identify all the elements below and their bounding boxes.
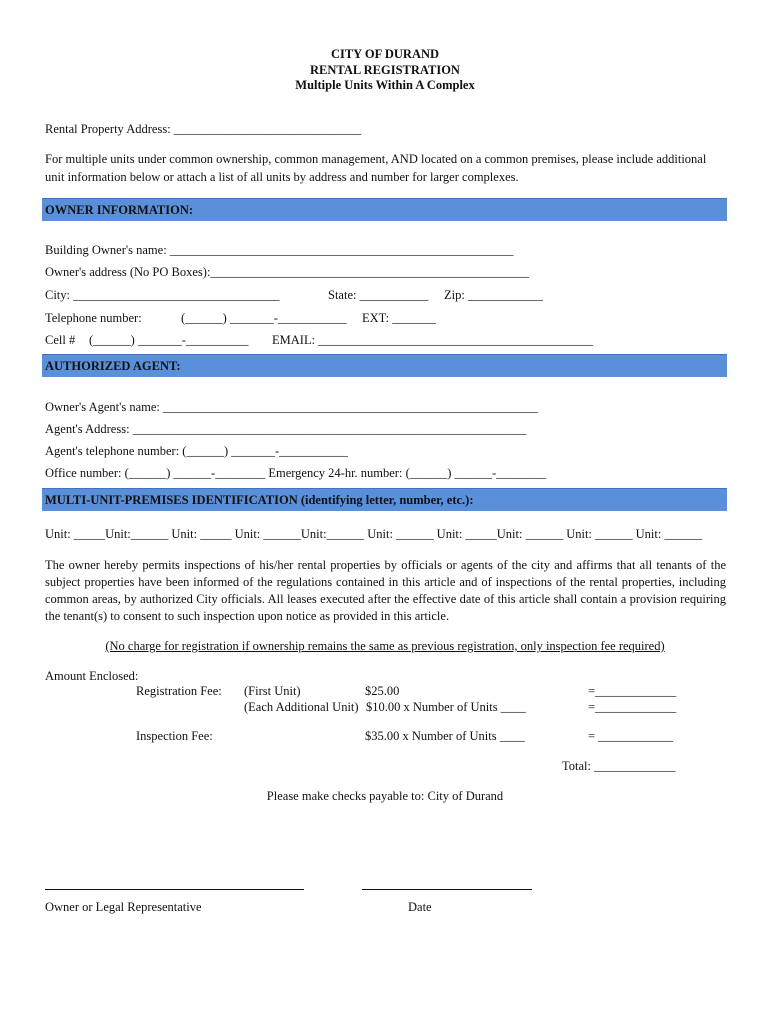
unit-identification-fields[interactable]: Unit: _____Unit:______ Unit: _____ Unit: ______Unit:______ Unit: ______ Unit: _____Unit: ______ Unit: ______ Unit: ______ [45, 527, 702, 541]
multi-unit-title: MULTI-UNIT-PREMISES IDENTIFICATION (identifying letter, number, etc.): [45, 493, 474, 507]
first-unit-amount: $25.00 [365, 684, 400, 698]
inspection-permission-paragraph: The owner hereby permits inspections of his/her rental properties by officials or agents of the city and affirms that all tenants of the subject properties have been informed of the regulations contained in this article and of inspections of the rental properties, including common areas, by authorized City officials. All leases executed after the effective date of this article shall contain a provision requiring the tenant(s) to consent to such inspection upon notice as provided in this article. [45, 558, 726, 623]
owner-signature-line[interactable] [45, 889, 304, 890]
owner-cell-field[interactable]: (______) _______-__________ [89, 333, 249, 347]
grand-total-field[interactable]: Total: _____________ [562, 759, 676, 773]
owner-email-field[interactable]: EMAIL: ____________________________________________ [272, 333, 594, 347]
owner-information-title: OWNER INFORMATION: [45, 203, 194, 217]
additional-unit-amount-field[interactable]: $10.00 x Number of Units ____ [366, 700, 526, 714]
no-charge-note: (No charge for registration if ownership remains the same as previous registration, only inspection fee required) [105, 639, 665, 653]
owner-state-field[interactable]: State: ___________ [328, 288, 429, 302]
date-signature-line[interactable] [362, 889, 532, 890]
agent-office-emergency-field[interactable]: Office number: (______) ______-________ Emergency 24-hr. number: (______) ______-________ [45, 466, 547, 480]
owner-name-field[interactable]: Building Owner's name: _______________________________________________________ [45, 243, 514, 257]
intro-text-line-1: For multiple units under common ownership, common management, AND located on a common premises, please include additional [45, 152, 707, 166]
document-subtitle: RENTAL REGISTRATION [310, 63, 460, 77]
owner-information-header [42, 198, 727, 221]
owner-signature-label: Owner or Legal Representative [45, 900, 202, 914]
owner-zip-field[interactable]: Zip: ____________ [444, 288, 543, 302]
intro-text-line-2: unit information below or attach a list of all units by address and number for larger complexes. [45, 170, 519, 184]
owner-telephone-field[interactable]: (______) _______-___________ [181, 311, 347, 325]
agent-address-field[interactable]: Agent's Address: _______________________________________________________________ [45, 422, 527, 436]
rental-property-address-field[interactable]: Rental Property Address: ______________________________ [45, 122, 362, 136]
authorized-agent-title: AUTHORIZED AGENT: [45, 359, 181, 373]
first-unit-total-field[interactable]: =_____________ [588, 684, 677, 698]
checks-payable-note: Please make checks payable to: City of Durand [266, 789, 504, 803]
registration-fee-label: Registration Fee: [136, 684, 222, 698]
inspection-amount-field[interactable]: $35.00 x Number of Units ____ [365, 729, 525, 743]
owner-city-field[interactable]: City: _________________________________ [45, 288, 280, 302]
document-subtitle-units: Multiple Units Within A Complex [295, 78, 475, 92]
owner-ext-field[interactable]: EXT: _______ [362, 311, 437, 325]
date-label: Date [408, 900, 432, 914]
inspection-fee-label: Inspection Fee: [136, 729, 213, 743]
authorized-agent-header [42, 354, 727, 377]
document-title: CITY OF DURAND [330, 47, 440, 61]
agent-telephone-field[interactable]: Agent's telephone number: (______) _______-___________ [45, 444, 348, 458]
multi-unit-header [42, 488, 727, 511]
additional-unit-label: (Each Additional Unit) [244, 700, 359, 714]
owner-telephone-label: Telephone number: [45, 311, 142, 325]
owner-address-field[interactable]: Owner's address (No PO Boxes):___________________________________________________ [45, 265, 530, 279]
amount-enclosed-label: Amount Enclosed: [45, 669, 139, 683]
inspection-total-field[interactable]: = ____________ [588, 729, 674, 743]
additional-unit-total-field[interactable]: =_____________ [588, 700, 677, 714]
agent-name-field[interactable]: Owner's Agent's name: ____________________________________________________________ [45, 400, 539, 414]
owner-cell-label: Cell # [45, 333, 76, 347]
first-unit-label: (First Unit) [244, 684, 301, 698]
